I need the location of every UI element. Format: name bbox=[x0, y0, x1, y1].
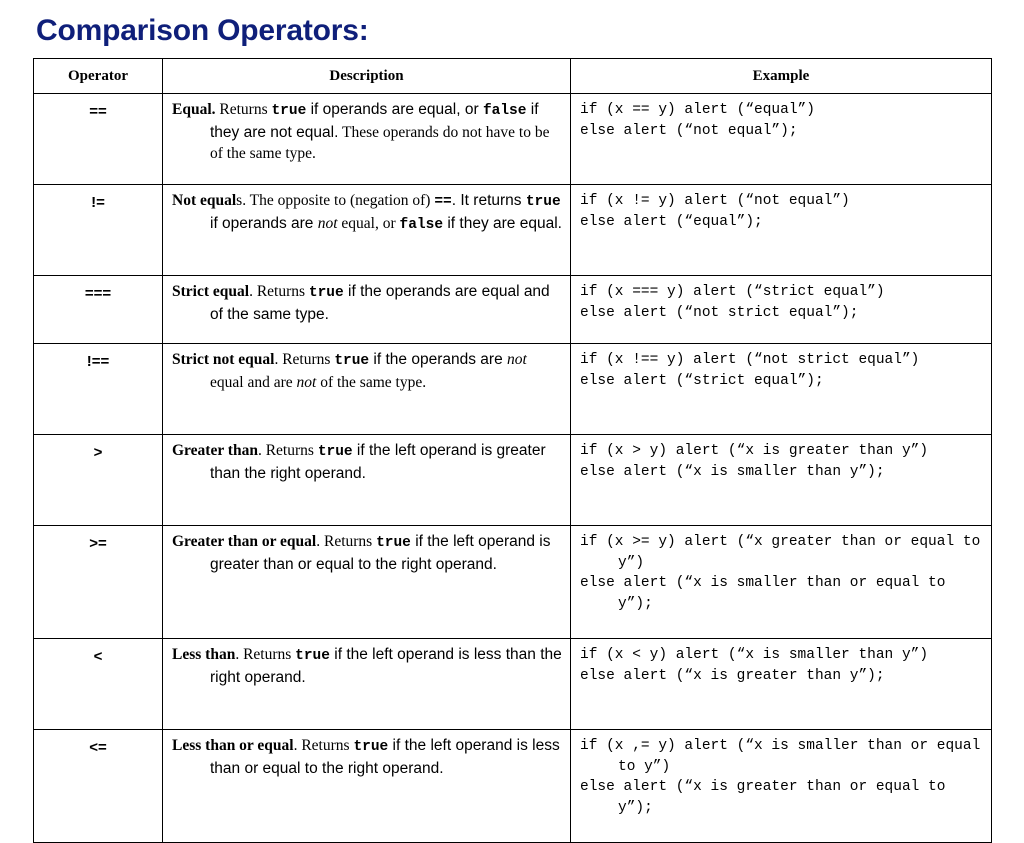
description-text: if the left operand is less than or equal to the right operand. bbox=[210, 737, 560, 777]
description-text: equal and are bbox=[210, 374, 297, 391]
keyword: true bbox=[308, 285, 344, 301]
example-cell bbox=[571, 276, 992, 344]
operator-name: Not equal bbox=[172, 192, 237, 209]
keyword: false bbox=[482, 103, 527, 119]
example-cell bbox=[571, 730, 992, 843]
description-text: if operands are bbox=[210, 215, 318, 232]
header-row bbox=[34, 59, 992, 94]
table-row bbox=[34, 276, 992, 344]
description-text: . Returns bbox=[257, 442, 318, 459]
table-row bbox=[34, 639, 992, 730]
operator-cell: === bbox=[34, 276, 163, 344]
table-row bbox=[34, 344, 992, 435]
code-line: if (x > y) alert (“x is greater than y”) bbox=[580, 443, 929, 459]
operator-cell: == bbox=[34, 94, 163, 185]
code-line: else alert (“x is smaller than y”); bbox=[580, 463, 885, 480]
table-row bbox=[34, 435, 992, 526]
keyword: true bbox=[295, 648, 330, 664]
description-text: of the same type. bbox=[316, 374, 427, 391]
operator-name: Strict equal bbox=[172, 283, 250, 300]
keyword: true bbox=[353, 739, 389, 755]
description-cell bbox=[163, 639, 571, 730]
description-text: if the left operand is less than the right operand. bbox=[210, 646, 562, 686]
description-text: if the operands are equal and of the same type. bbox=[210, 283, 550, 323]
operator-name: Less than bbox=[172, 646, 236, 663]
description-text: . Returns bbox=[316, 533, 377, 550]
operator-cell: >= bbox=[34, 526, 163, 639]
example-cell bbox=[571, 639, 992, 730]
description-cell bbox=[163, 185, 571, 276]
operator-name: Greater than bbox=[172, 442, 258, 459]
table-row bbox=[34, 730, 992, 843]
description-text: if the operands are bbox=[369, 351, 507, 368]
code-line: if (x != y) alert (“not equal”) bbox=[580, 193, 850, 209]
table-row bbox=[34, 185, 992, 276]
description-text: These operands do not have to be of the same type. bbox=[210, 124, 550, 162]
description-cell bbox=[163, 94, 571, 185]
keyword: true bbox=[317, 444, 353, 460]
description-text: if they are equal. bbox=[443, 215, 562, 232]
code-line: if (x === y) alert (“strict equal”) bbox=[580, 284, 885, 300]
operator-cell: !== bbox=[34, 344, 163, 435]
description-cell bbox=[163, 344, 571, 435]
keyword: false bbox=[399, 217, 444, 233]
example-cell bbox=[571, 344, 992, 435]
code-line: if (x ,= y) alert (“x is smaller than or equal to y”) bbox=[580, 738, 989, 775]
code-line: else alert (“strict equal”); bbox=[580, 372, 824, 389]
description-text: . Returns bbox=[293, 737, 354, 754]
operator-cell: <= bbox=[34, 730, 163, 843]
operator-name: Less than or equal bbox=[172, 737, 294, 754]
description-text: . Returns bbox=[274, 351, 335, 368]
keyword: == bbox=[434, 194, 452, 210]
description-text: Returns bbox=[215, 101, 272, 118]
description-cell bbox=[163, 435, 571, 526]
description-text: equal, or bbox=[337, 215, 400, 232]
operator-name: Equal. bbox=[172, 101, 216, 118]
description-cell bbox=[163, 276, 571, 344]
description-cell bbox=[163, 730, 571, 843]
header-operator: Operator bbox=[34, 59, 163, 94]
description-text: if the left operand is greater than the right operand. bbox=[210, 442, 546, 482]
table-row bbox=[34, 526, 992, 639]
example-cell bbox=[571, 526, 992, 639]
description-text: if operands are equal, or bbox=[306, 101, 483, 118]
operator-name: Strict not equal bbox=[172, 351, 275, 368]
code-line: else alert (“equal”); bbox=[580, 213, 763, 230]
code-line: else alert (“x is greater than y”); bbox=[580, 667, 885, 684]
emphasis: not bbox=[507, 351, 527, 368]
example-cell bbox=[571, 185, 992, 276]
operator-cell: < bbox=[34, 639, 163, 730]
emphasis: not bbox=[317, 215, 338, 232]
code-line: else alert (“not strict equal”); bbox=[580, 304, 859, 321]
header-example: Example bbox=[571, 59, 992, 94]
operator-name: Greater than or equal bbox=[172, 533, 317, 550]
description-text: . Returns bbox=[249, 283, 309, 300]
description-text: s. The opposite to (negation of) bbox=[236, 192, 435, 209]
page-title: Comparison Operators: bbox=[36, 14, 369, 47]
table-row bbox=[34, 94, 992, 185]
code-line: else alert (“x is greater than or equal to y”); bbox=[580, 779, 955, 816]
example-cell bbox=[571, 435, 992, 526]
code-line: if (x >= y) alert (“x greater than or equal to y”) bbox=[580, 534, 989, 571]
operator-cell: > bbox=[34, 435, 163, 526]
keyword: true bbox=[376, 535, 411, 551]
code-line: if (x == y) alert (“equal”) bbox=[580, 102, 815, 118]
operator-cell: != bbox=[34, 185, 163, 276]
code-line: if (x < y) alert (“x is smaller than y”) bbox=[580, 647, 929, 663]
description-text: if the left operand is greater than or equal to the right operand. bbox=[210, 533, 551, 573]
code-line: if (x !== y) alert (“not strict equal”) bbox=[580, 352, 920, 368]
example-cell bbox=[571, 94, 992, 185]
code-line: else alert (“not equal”); bbox=[580, 122, 798, 139]
keyword: true bbox=[525, 194, 561, 210]
description-text: if they are not equal. bbox=[210, 101, 539, 141]
keyword: true bbox=[334, 353, 370, 369]
emphasis: not bbox=[296, 374, 317, 391]
description-cell bbox=[163, 526, 571, 639]
description-text: . It returns bbox=[451, 192, 526, 209]
description-text: . Returns bbox=[235, 646, 296, 663]
comparison-operators-table bbox=[33, 58, 992, 843]
header-description: Description bbox=[163, 59, 571, 94]
code-line: else alert (“x is smaller than or equal to y”); bbox=[580, 575, 955, 612]
keyword: true bbox=[271, 103, 307, 119]
